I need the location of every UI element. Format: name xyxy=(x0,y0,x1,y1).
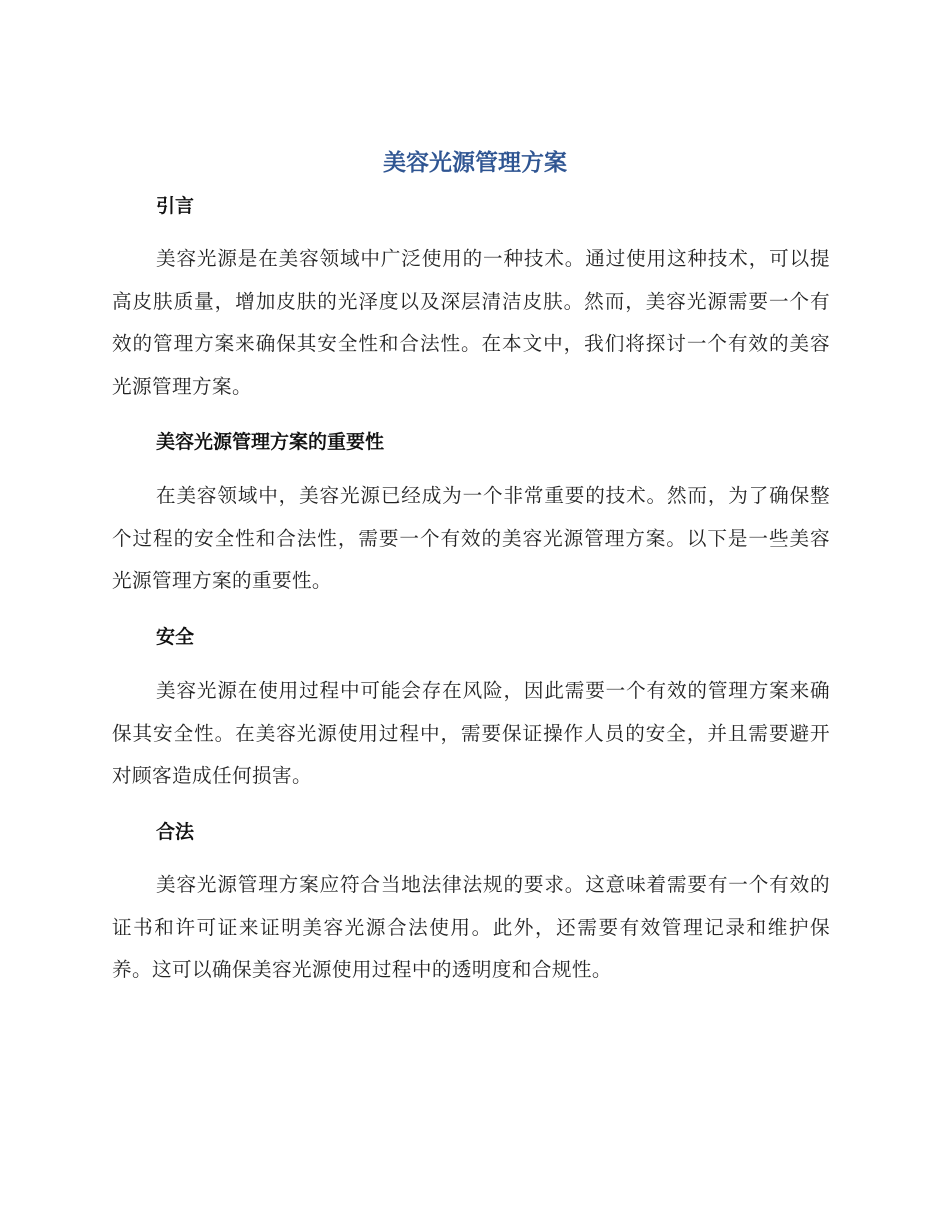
paragraph-intro: 美容光源是在美容领域中广泛使用的一种技术。通过使用这种技术，可以提高皮肤质量，增加皮肤的光泽度以及深层清洁皮肤。然而，美容光源需要一个有效的管理方案来确保其安全性和合法性。在本文中，我们将探讨一个有效的美容光源管理方案。 xyxy=(112,247,830,398)
section-heading-legal: 合法 xyxy=(156,821,195,843)
paragraph-legal: 美容光源管理方案应符合当地法律法规的要求。这意味着需要有一个有效的证书和许可证来证明美容光源合法使用。此外，还需要有效管理记录和维护保养。这可以确保美容光源使用过程中的透明度和合规性。 xyxy=(112,873,830,981)
section-heading-importance: 美容光源管理方案的重要性 xyxy=(156,431,385,453)
paragraph-importance: 在美容领域中，美容光源已经成为一个非常重要的技术。然而，为了确保整个过程的安全性和合法性，需要一个有效的美容光源管理方案。以下是一些美容光源管理方案的重要性。 xyxy=(112,484,830,592)
document-title: 美容光源管理方案 xyxy=(383,150,567,176)
paragraph-safety: 美容光源在使用过程中可能会存在风险，因此需要一个有效的管理方案来确保其安全性。在美容光源使用过程中，需要保证操作人员的安全，并且需要避开对顾客造成任何损害。 xyxy=(112,679,830,787)
section-heading-safety: 安全 xyxy=(156,626,195,648)
section-heading-intro: 引言 xyxy=(156,195,195,217)
